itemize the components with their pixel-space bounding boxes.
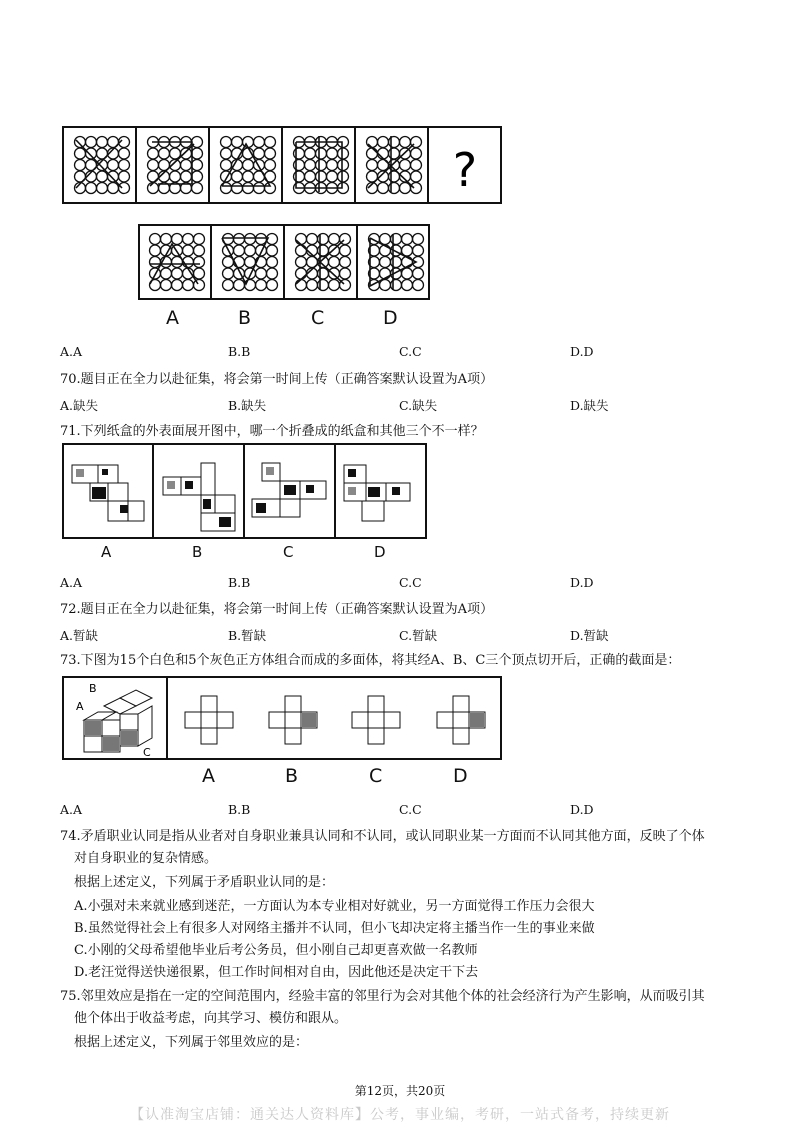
- q72-options: [60, 626, 760, 644]
- q70-text: 70.题目正在全力以赴征集，将会第一时间上传（正确答案默认设置为A项）: [60, 372, 494, 387]
- question-mark: ?: [452, 143, 478, 197]
- q73-option-b[interactable]: B.B: [228, 802, 251, 817]
- q73-option-d[interactable]: D.D: [570, 802, 594, 817]
- q69-option-c[interactable]: C.C: [399, 344, 422, 359]
- q69-sequence-figure: [62, 126, 502, 204]
- q73-label-a: A: [202, 765, 215, 787]
- q73-options: [60, 802, 760, 820]
- q72-option-a[interactable]: A.暂缺: [60, 628, 99, 643]
- vertex-b-label: B: [89, 682, 97, 695]
- q71-option-d[interactable]: D.D: [570, 575, 594, 590]
- q73-text: 73.下图为15个白色和5个灰色正方体组合而成的多面体，将其经A、B、C三个顶点切开后，正确的截面是：: [60, 653, 681, 668]
- q69-option-a[interactable]: A.A: [60, 344, 83, 359]
- q74-choice-c[interactable]: C.小刚的父母希望他毕业后考公务员，但小刚自己却更喜欢做一名教师: [74, 943, 478, 958]
- q71-label-d: D: [374, 543, 386, 561]
- q75-text-line1: 75.邻里效应是指在一定的空间范围内，经验丰富的邻里行为会对其他个体的社会经济行为产生影响，从而吸引其: [60, 989, 705, 1004]
- q71-option-a[interactable]: A.A: [60, 575, 83, 590]
- q74-prompt: 根据上述定义，下列属于矛盾职业认同的是：: [74, 875, 335, 890]
- q73-figure: [62, 676, 502, 760]
- q74-choice-b[interactable]: B.虽然觉得社会上有很多人对网络主播并不认同，但小飞却决定将主播当作一生的事业来做: [74, 921, 595, 936]
- q74-choice-d[interactable]: D.老汪觉得送快递很累，但工作时间相对自由，因此他还是决定干下去: [74, 965, 479, 980]
- q71-label-c: C: [283, 543, 294, 561]
- q69-label-c: C: [311, 307, 325, 329]
- q71-options: [60, 575, 760, 593]
- q71-option-b[interactable]: B.B: [228, 575, 251, 590]
- q74-text-line1: 74.矛盾职业认同是指从业者对自身职业兼具认同和不认同，或认同职业某一方面而不认同其他方面，反映了个体: [60, 829, 705, 844]
- q72-option-c[interactable]: C.暂缺: [399, 628, 438, 643]
- q70-option-b[interactable]: B.缺失: [228, 398, 267, 413]
- q73-option-a[interactable]: A.A: [60, 802, 83, 817]
- q72-option-d[interactable]: D.暂缺: [570, 628, 609, 643]
- q74-choice-a[interactable]: A.小强对未来就业感到迷茫，一方面认为本专业相对好就业，另一方面觉得工作压力会很大: [74, 899, 595, 914]
- q74-block: [60, 826, 750, 984]
- q75-block: [60, 986, 750, 1054]
- q70-options: [60, 396, 760, 414]
- q69-label-b: B: [238, 307, 252, 329]
- watermark: 【认准淘宝店铺：通关达人资料库】公考，事业编，考研，一站式备考，持续更新: [130, 1107, 670, 1123]
- q71-figure: [62, 443, 427, 539]
- q75-text-line2: 他个体出于收益考虑，向其学习、模仿和跟从。: [74, 1011, 348, 1026]
- q73-option-c[interactable]: C.C: [399, 802, 422, 817]
- q69-option-d[interactable]: D.D: [570, 344, 594, 359]
- q70-option-d[interactable]: D.缺失: [570, 398, 609, 413]
- vertex-c-label: C: [143, 746, 151, 759]
- q73-label-b: B: [285, 765, 299, 787]
- q69-label-d: D: [383, 307, 398, 329]
- q69-options-svg: [138, 224, 430, 300]
- q71-nets-svg: [62, 443, 427, 539]
- q69-label-a: A: [166, 307, 179, 329]
- q74-text-line2: 对自身职业的复杂情感。: [74, 851, 218, 866]
- q69-sequence-svg: [62, 126, 502, 204]
- q72-text: 72.题目正在全力以赴征集，将会第一时间上传（正确答案默认设置为A项）: [60, 602, 494, 617]
- q72-option-b[interactable]: B.暂缺: [228, 628, 267, 643]
- page-number: 第12页，共20页: [354, 1084, 446, 1098]
- q70-option-a[interactable]: A.缺失: [60, 398, 99, 413]
- q70-option-c[interactable]: C.缺失: [399, 398, 438, 413]
- q71-label-a: A: [101, 543, 112, 561]
- q75-prompt: 根据上述定义，下列属于邻里效应的是：: [74, 1035, 309, 1050]
- q71-option-c[interactable]: C.C: [399, 575, 422, 590]
- q73-label-c: C: [369, 765, 383, 787]
- q71-text: 71.下列纸盒的外表面展开图中，哪一个折叠成的纸盒和其他三个不一样？: [60, 424, 484, 439]
- q69-option-b[interactable]: B.B: [228, 344, 251, 359]
- vertex-a-label: A: [76, 700, 84, 713]
- q69-options-figure: [138, 224, 430, 300]
- q73-cubes-svg: [62, 676, 502, 760]
- q73-label-d: D: [453, 765, 468, 787]
- q71-label-b: B: [192, 543, 203, 561]
- q69-options: [60, 344, 760, 362]
